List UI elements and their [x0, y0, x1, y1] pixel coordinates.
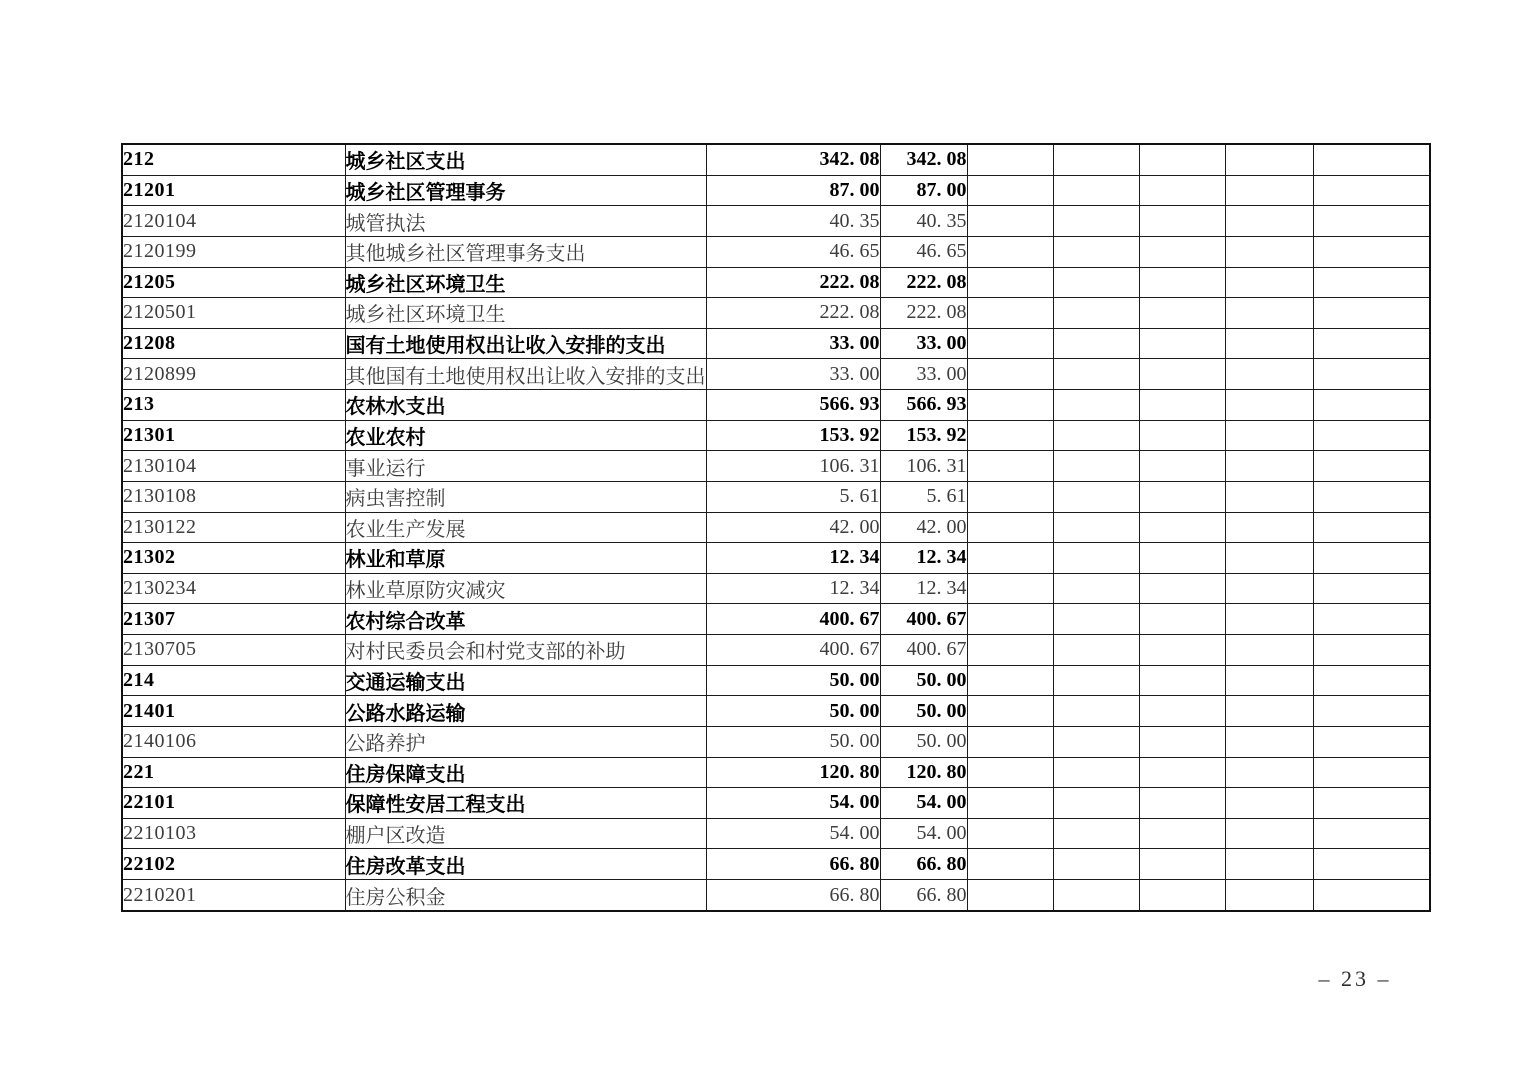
empty-cell	[967, 665, 1053, 696]
empty-cell	[1139, 359, 1225, 390]
name-cell: 林业和草原	[345, 543, 706, 574]
empty-cell	[1053, 236, 1139, 267]
value2-cell: 5. 61	[880, 481, 967, 512]
table-row	[122, 144, 1430, 175]
empty-cell	[1053, 420, 1139, 451]
empty-cell	[967, 359, 1053, 390]
empty-cell	[1225, 512, 1313, 543]
empty-cell	[1225, 481, 1313, 512]
value2-cell: 87. 00	[880, 175, 967, 206]
value1-cell: 66. 80	[706, 880, 880, 911]
table-row	[122, 206, 1430, 237]
page-number: – 23 –	[1318, 966, 1392, 991]
empty-cell	[1139, 420, 1225, 451]
empty-cell	[1053, 512, 1139, 543]
value1-cell: 5. 61	[706, 481, 880, 512]
empty-cell	[1313, 757, 1430, 788]
table-row	[122, 788, 1430, 819]
code-cell: 2130705	[122, 635, 345, 666]
empty-cell	[967, 818, 1053, 849]
empty-cell	[1313, 880, 1430, 911]
table-row	[122, 481, 1430, 512]
code-cell: 221	[122, 757, 345, 788]
name-cell: 其他国有土地使用权出让收入安排的支出	[345, 359, 706, 390]
value2-cell: 33. 00	[880, 359, 967, 390]
empty-cell	[1225, 757, 1313, 788]
empty-cell	[1139, 880, 1225, 911]
value1-cell: 33. 00	[706, 359, 880, 390]
empty-cell	[1139, 543, 1225, 574]
empty-cell	[1139, 481, 1225, 512]
empty-cell	[1139, 390, 1225, 421]
empty-cell	[1053, 573, 1139, 604]
table-row	[122, 818, 1430, 849]
empty-cell	[1053, 849, 1139, 880]
empty-cell	[1313, 298, 1430, 329]
empty-cell	[1313, 788, 1430, 819]
value2-cell: 106. 31	[880, 451, 967, 482]
empty-cell	[1053, 481, 1139, 512]
code-cell: 2130104	[122, 451, 345, 482]
empty-cell	[1053, 880, 1139, 911]
value1-cell: 12. 34	[706, 573, 880, 604]
value2-cell: 46. 65	[880, 236, 967, 267]
value1-cell: 54. 00	[706, 818, 880, 849]
empty-cell	[967, 604, 1053, 635]
value1-cell: 50. 00	[706, 665, 880, 696]
value2-cell: 222. 08	[880, 267, 967, 298]
name-cell: 住房公积金	[345, 880, 706, 911]
empty-cell	[1313, 144, 1430, 175]
empty-cell	[1053, 818, 1139, 849]
value2-cell: 153. 92	[880, 420, 967, 451]
empty-cell	[1139, 573, 1225, 604]
empty-cell	[1225, 726, 1313, 757]
empty-cell	[967, 726, 1053, 757]
empty-cell	[1313, 665, 1430, 696]
value2-cell: 222. 08	[880, 298, 967, 329]
value2-cell: 33. 00	[880, 328, 967, 359]
empty-cell	[1139, 451, 1225, 482]
table-row	[122, 573, 1430, 604]
value1-cell: 42. 00	[706, 512, 880, 543]
value1-cell: 120. 80	[706, 757, 880, 788]
code-cell: 2210103	[122, 818, 345, 849]
table-row	[122, 543, 1430, 574]
empty-cell	[967, 175, 1053, 206]
value2-cell: 50. 00	[880, 726, 967, 757]
value1-cell: 106. 31	[706, 451, 880, 482]
value2-cell: 12. 34	[880, 543, 967, 574]
value1-cell: 66. 80	[706, 849, 880, 880]
name-cell: 对村民委员会和村党支部的补助	[345, 635, 706, 666]
value2-cell: 566. 93	[880, 390, 967, 421]
budget-table-body	[122, 144, 1430, 911]
name-cell: 公路养护	[345, 726, 706, 757]
empty-cell	[1053, 390, 1139, 421]
empty-cell	[1053, 298, 1139, 329]
empty-cell	[1139, 512, 1225, 543]
name-cell: 农业农村	[345, 420, 706, 451]
name-cell: 农业生产发展	[345, 512, 706, 543]
table-row	[122, 849, 1430, 880]
empty-cell	[1139, 328, 1225, 359]
table-row	[122, 267, 1430, 298]
empty-cell	[967, 206, 1053, 237]
value1-cell: 342. 08	[706, 144, 880, 175]
name-cell: 交通运输支出	[345, 665, 706, 696]
empty-cell	[967, 788, 1053, 819]
empty-cell	[1139, 818, 1225, 849]
table-row	[122, 880, 1430, 911]
empty-cell	[967, 144, 1053, 175]
empty-cell	[1053, 757, 1139, 788]
empty-cell	[1053, 665, 1139, 696]
name-cell: 国有土地使用权出让收入安排的支出	[345, 328, 706, 359]
code-cell: 2130122	[122, 512, 345, 543]
empty-cell	[1139, 175, 1225, 206]
empty-cell	[1225, 696, 1313, 727]
empty-cell	[1053, 206, 1139, 237]
empty-cell	[967, 757, 1053, 788]
table-row	[122, 420, 1430, 451]
empty-cell	[1225, 420, 1313, 451]
empty-cell	[967, 390, 1053, 421]
value1-cell: 153. 92	[706, 420, 880, 451]
table-row	[122, 451, 1430, 482]
empty-cell	[1313, 451, 1430, 482]
value1-cell: 222. 08	[706, 267, 880, 298]
name-cell: 城乡社区支出	[345, 144, 706, 175]
empty-cell	[1139, 206, 1225, 237]
value2-cell: 12. 34	[880, 573, 967, 604]
value2-cell: 50. 00	[880, 696, 967, 727]
empty-cell	[1225, 298, 1313, 329]
code-cell: 2120899	[122, 359, 345, 390]
name-cell: 城乡社区环境卫生	[345, 267, 706, 298]
name-cell: 保障性安居工程支出	[345, 788, 706, 819]
empty-cell	[1139, 726, 1225, 757]
empty-cell	[1225, 236, 1313, 267]
code-cell: 2130108	[122, 481, 345, 512]
empty-cell	[1053, 635, 1139, 666]
name-cell: 病虫害控制	[345, 481, 706, 512]
empty-cell	[1139, 635, 1225, 666]
table-row	[122, 175, 1430, 206]
code-cell: 2140106	[122, 726, 345, 757]
table-row	[122, 236, 1430, 267]
empty-cell	[1313, 328, 1430, 359]
empty-cell	[1053, 144, 1139, 175]
empty-cell	[1053, 267, 1139, 298]
empty-cell	[1313, 481, 1430, 512]
table-row	[122, 665, 1430, 696]
empty-cell	[1225, 175, 1313, 206]
code-cell: 2120199	[122, 236, 345, 267]
value2-cell: 50. 00	[880, 665, 967, 696]
empty-cell	[1225, 206, 1313, 237]
empty-cell	[1225, 390, 1313, 421]
name-cell: 农林水支出	[345, 390, 706, 421]
empty-cell	[1139, 757, 1225, 788]
empty-cell	[1313, 573, 1430, 604]
empty-cell	[1225, 267, 1313, 298]
empty-cell	[1053, 451, 1139, 482]
name-cell: 棚户区改造	[345, 818, 706, 849]
value1-cell: 400. 67	[706, 604, 880, 635]
name-cell: 住房保障支出	[345, 757, 706, 788]
empty-cell	[1313, 696, 1430, 727]
table-row	[122, 512, 1430, 543]
empty-cell	[1313, 635, 1430, 666]
empty-cell	[1225, 451, 1313, 482]
empty-cell	[1225, 543, 1313, 574]
empty-cell	[967, 880, 1053, 911]
table-row	[122, 390, 1430, 421]
name-cell: 林业草原防灾减灾	[345, 573, 706, 604]
empty-cell	[1053, 359, 1139, 390]
empty-cell	[1313, 726, 1430, 757]
empty-cell	[1225, 788, 1313, 819]
empty-cell	[1053, 175, 1139, 206]
empty-cell	[967, 451, 1053, 482]
empty-cell	[1053, 543, 1139, 574]
budget-table	[121, 143, 1431, 912]
empty-cell	[1313, 206, 1430, 237]
empty-cell	[967, 512, 1053, 543]
empty-cell	[1053, 328, 1139, 359]
empty-cell	[1139, 696, 1225, 727]
code-cell: 2130234	[122, 573, 345, 604]
name-cell: 城乡社区环境卫生	[345, 298, 706, 329]
value1-cell: 400. 67	[706, 635, 880, 666]
empty-cell	[1139, 267, 1225, 298]
code-cell: 21205	[122, 267, 345, 298]
code-cell: 2120104	[122, 206, 345, 237]
empty-cell	[1053, 788, 1139, 819]
value1-cell: 50. 00	[706, 726, 880, 757]
value2-cell: 120. 80	[880, 757, 967, 788]
table-row	[122, 298, 1430, 329]
table-row	[122, 604, 1430, 635]
code-cell: 21201	[122, 175, 345, 206]
empty-cell	[1225, 880, 1313, 911]
code-cell: 2120501	[122, 298, 345, 329]
value1-cell: 87. 00	[706, 175, 880, 206]
name-cell: 住房改革支出	[345, 849, 706, 880]
code-cell: 212	[122, 144, 345, 175]
value2-cell: 400. 67	[880, 604, 967, 635]
value2-cell: 342. 08	[880, 144, 967, 175]
empty-cell	[1139, 298, 1225, 329]
value2-cell: 400. 67	[880, 635, 967, 666]
table-row	[122, 696, 1430, 727]
empty-cell	[967, 267, 1053, 298]
empty-cell	[967, 298, 1053, 329]
code-cell: 21208	[122, 328, 345, 359]
empty-cell	[1053, 604, 1139, 635]
table-row	[122, 328, 1430, 359]
value2-cell: 66. 80	[880, 849, 967, 880]
empty-cell	[967, 849, 1053, 880]
empty-cell	[967, 696, 1053, 727]
name-cell: 城管执法	[345, 206, 706, 237]
name-cell: 事业运行	[345, 451, 706, 482]
table-row	[122, 635, 1430, 666]
value2-cell: 54. 00	[880, 788, 967, 819]
empty-cell	[967, 328, 1053, 359]
value2-cell: 40. 35	[880, 206, 967, 237]
name-cell: 城乡社区管理事务	[345, 175, 706, 206]
empty-cell	[1225, 359, 1313, 390]
code-cell: 21307	[122, 604, 345, 635]
code-cell: 2210201	[122, 880, 345, 911]
value1-cell: 50. 00	[706, 696, 880, 727]
name-cell: 其他城乡社区管理事务支出	[345, 236, 706, 267]
code-cell: 22101	[122, 788, 345, 819]
table-row	[122, 359, 1430, 390]
value2-cell: 66. 80	[880, 880, 967, 911]
empty-cell	[1139, 788, 1225, 819]
value1-cell: 46. 65	[706, 236, 880, 267]
empty-cell	[1225, 328, 1313, 359]
value1-cell: 222. 08	[706, 298, 880, 329]
empty-cell	[967, 573, 1053, 604]
empty-cell	[1139, 144, 1225, 175]
empty-cell	[1225, 849, 1313, 880]
empty-cell	[1053, 726, 1139, 757]
value1-cell: 12. 34	[706, 543, 880, 574]
empty-cell	[1225, 665, 1313, 696]
value1-cell: 54. 00	[706, 788, 880, 819]
empty-cell	[1139, 236, 1225, 267]
value2-cell: 42. 00	[880, 512, 967, 543]
empty-cell	[1313, 359, 1430, 390]
table-row	[122, 726, 1430, 757]
empty-cell	[1313, 849, 1430, 880]
empty-cell	[1313, 818, 1430, 849]
empty-cell	[967, 236, 1053, 267]
empty-cell	[1139, 849, 1225, 880]
empty-cell	[1313, 175, 1430, 206]
empty-cell	[1225, 144, 1313, 175]
empty-cell	[1225, 604, 1313, 635]
code-cell: 21401	[122, 696, 345, 727]
value1-cell: 566. 93	[706, 390, 880, 421]
code-cell: 214	[122, 665, 345, 696]
empty-cell	[967, 420, 1053, 451]
empty-cell	[967, 635, 1053, 666]
empty-cell	[1313, 604, 1430, 635]
empty-cell	[1313, 236, 1430, 267]
empty-cell	[1225, 635, 1313, 666]
empty-cell	[1139, 604, 1225, 635]
code-cell: 21301	[122, 420, 345, 451]
code-cell: 22102	[122, 849, 345, 880]
code-cell: 213	[122, 390, 345, 421]
value1-cell: 33. 00	[706, 328, 880, 359]
empty-cell	[1313, 512, 1430, 543]
value2-cell: 54. 00	[880, 818, 967, 849]
empty-cell	[1053, 696, 1139, 727]
empty-cell	[1313, 543, 1430, 574]
empty-cell	[1225, 573, 1313, 604]
empty-cell	[1139, 665, 1225, 696]
empty-cell	[1313, 420, 1430, 451]
name-cell: 公路水路运输	[345, 696, 706, 727]
name-cell: 农村综合改革	[345, 604, 706, 635]
empty-cell	[1313, 390, 1430, 421]
empty-cell	[967, 481, 1053, 512]
value1-cell: 40. 35	[706, 206, 880, 237]
code-cell: 21302	[122, 543, 345, 574]
empty-cell	[1313, 267, 1430, 298]
empty-cell	[1225, 818, 1313, 849]
empty-cell	[967, 543, 1053, 574]
table-row	[122, 757, 1430, 788]
